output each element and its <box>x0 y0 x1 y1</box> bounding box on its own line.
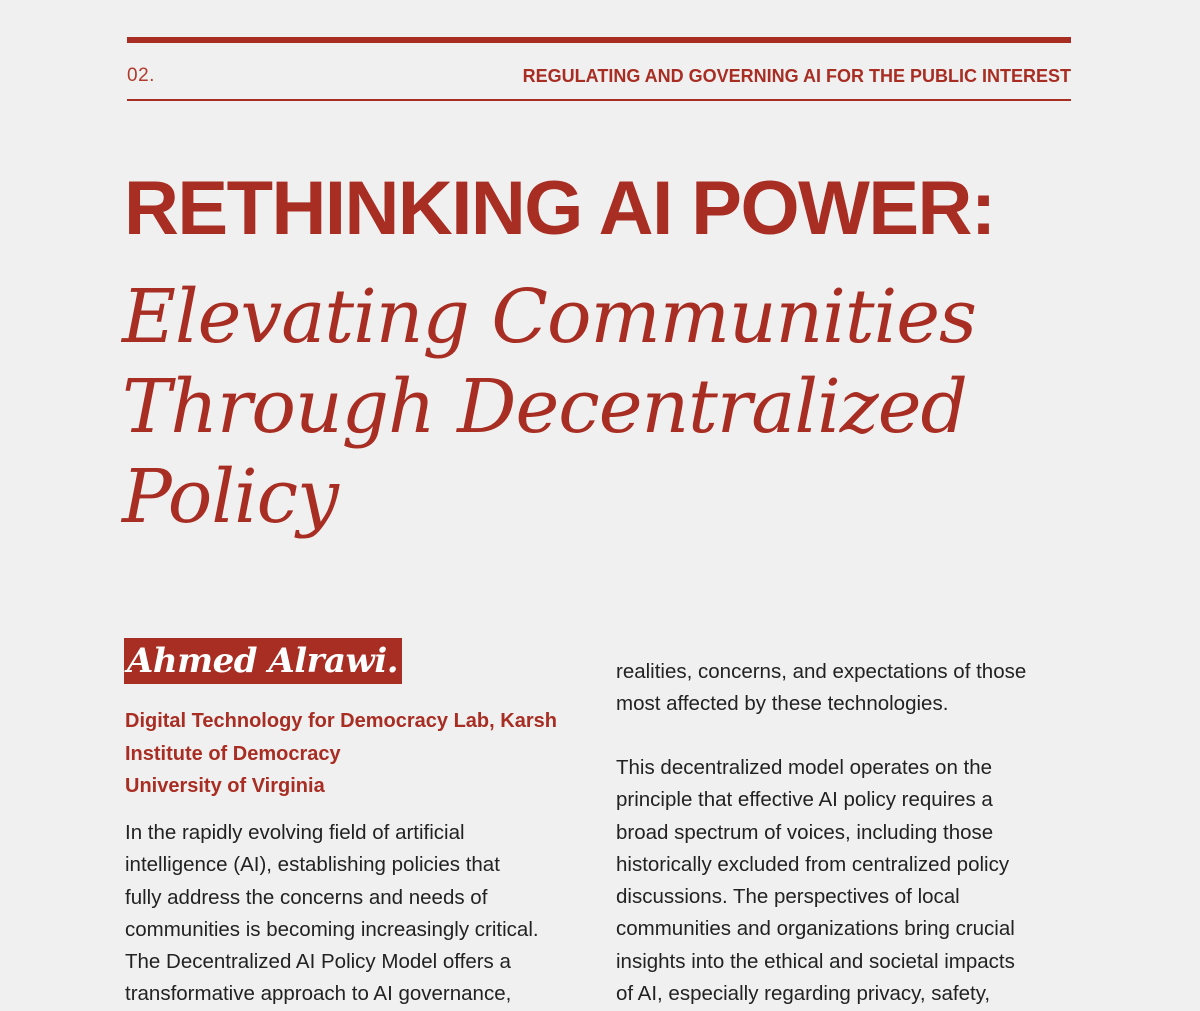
text-line: most affected by these technologies. <box>616 692 949 716</box>
text-line: historically excluded from centralized policy <box>616 852 1010 876</box>
text-line: transformative approach to AI governance, <box>125 982 512 1006</box>
article-title: RETHINKING AI POWER: <box>124 166 995 251</box>
text-line: fully address the concerns and needs of <box>125 885 488 909</box>
text-line: principle that effective AI policy requires a <box>616 788 993 812</box>
text-line: realities, concerns, and expectations of those <box>616 660 1027 683</box>
section-number: 02. <box>127 65 155 86</box>
subtitle-line: Policy <box>122 454 338 540</box>
text-line: In the rapidly evolving field of artificial <box>125 821 465 844</box>
body-paragraph <box>616 752 1076 1010</box>
body-paragraph <box>125 817 585 1011</box>
text-line: communities is becoming increasingly critical. <box>125 917 539 941</box>
text-line: This decentralized model operates on the <box>616 756 993 779</box>
affiliation-line: Institute of Democracy <box>125 742 341 765</box>
header-bottom-rule <box>127 99 1071 101</box>
text-line: The Decentralized AI Policy Model offers a <box>125 950 511 974</box>
affiliation-line: University of Virginia <box>125 775 325 797</box>
body-right-paragraph-2 <box>616 752 1076 1010</box>
body-right-paragraph-1 <box>616 656 1076 721</box>
subtitle-line: Through Decentralized <box>122 364 967 450</box>
text-line: communities and organizations bring crucial <box>616 917 1015 941</box>
body-left-column <box>125 817 585 1011</box>
text-line: intelligence (AI), establishing policies that <box>125 853 500 877</box>
subtitle-line: Elevating Communities <box>122 274 977 360</box>
text-line: of AI, especially regarding privacy, safety, <box>616 982 991 1006</box>
affiliation-line: Digital Technology for Democracy Lab, Karsh <box>125 710 557 732</box>
text-line: insights into the ethical and societal impacts <box>616 949 1015 973</box>
author-affiliation <box>125 705 585 803</box>
text-line: broad spectrum of voices, including those <box>616 820 994 844</box>
body-paragraph <box>616 656 1076 721</box>
text-line: discussions. The perspectives of local <box>616 885 960 909</box>
header-top-rule <box>127 37 1071 43</box>
article-subtitle <box>122 272 1082 542</box>
section-title: REGULATING AND GOVERNING AI FOR THE PUBLIC INTEREST <box>522 66 1071 86</box>
author-name: Ahmed Alrawi. <box>124 638 402 684</box>
